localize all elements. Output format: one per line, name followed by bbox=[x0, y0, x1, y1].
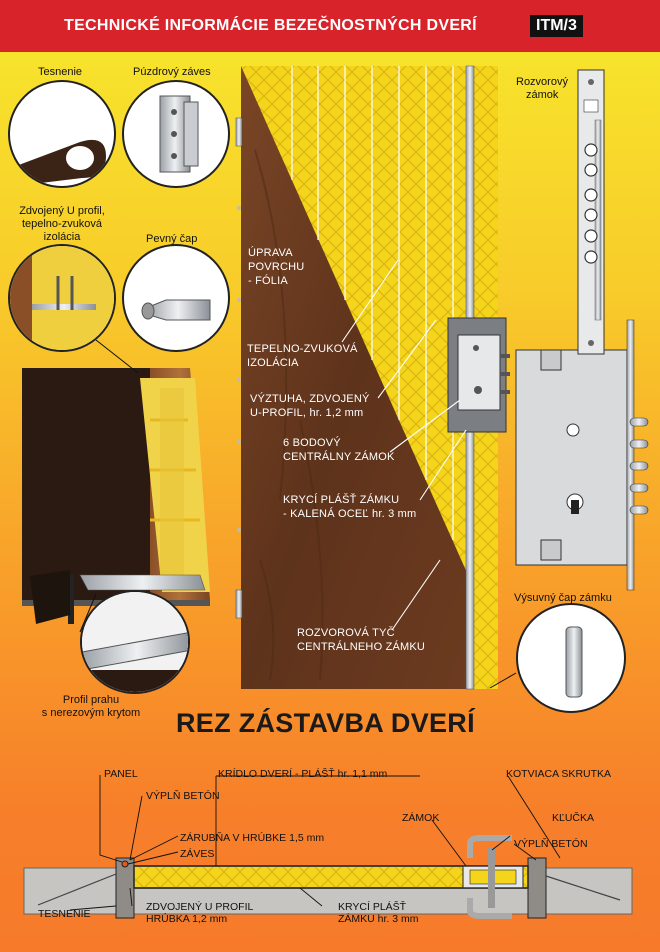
surface-finish-label bbox=[248, 246, 304, 288]
u-profile-label bbox=[14, 205, 110, 244]
gasket-detail-circle bbox=[8, 80, 116, 188]
gasket-section-label: TESNENIE bbox=[38, 908, 91, 920]
u-profile-section-label bbox=[146, 901, 253, 925]
label-line: POVRCHU bbox=[248, 261, 305, 273]
fixed-pin-label: Pevný čap bbox=[146, 233, 198, 245]
u-profile-label-line: tepelno-zvuková bbox=[21, 218, 103, 230]
u-profile-detail-circle bbox=[8, 244, 116, 352]
lock-bar-label-line: Rozvorový bbox=[516, 76, 568, 88]
threshold-icon bbox=[82, 592, 190, 694]
label-line: ZDVOJENÝ U PROFIL bbox=[146, 901, 254, 913]
u-profile-label-line: izolácia bbox=[43, 231, 81, 243]
door-cutaway bbox=[236, 66, 510, 689]
concrete-fill-left-label: VÝPLŇ BETÓN bbox=[146, 790, 220, 802]
threshold-label bbox=[28, 694, 154, 720]
label-line: KRYCÍ PLÁŠŤ ZÁMKU bbox=[283, 494, 400, 506]
lock-cover-label bbox=[283, 493, 416, 521]
label-line: ROZVOROVÁ TYČ bbox=[297, 627, 395, 639]
lock-rod-label bbox=[297, 626, 425, 654]
threshold-detail-circle bbox=[80, 590, 190, 694]
u-profile-label-line: Zdvojený U profil, bbox=[19, 205, 105, 217]
label-line: TEPELNO-ZVUKOVÁ bbox=[247, 343, 358, 355]
label-line: 6 BODOVÝ bbox=[283, 437, 341, 449]
label-line: KRYCÍ PLÁŠŤ bbox=[338, 901, 407, 913]
model-code-badge: ITM/3 bbox=[530, 15, 583, 37]
lock-bar-label-line: zámok bbox=[526, 89, 559, 101]
threshold-label-line: Profil prahu bbox=[62, 694, 120, 706]
door-leaf-label: KRÍDLO DVERÍ - PLÁŠŤ hr. 1,1 mm bbox=[218, 768, 388, 780]
hinge-label: Púzdrový záves bbox=[133, 66, 211, 78]
fixed-pin-detail-circle bbox=[122, 244, 230, 352]
extending-pin-detail-circle bbox=[516, 603, 626, 713]
section-title: REZ ZÁSTAVBA DVERÍ bbox=[176, 708, 475, 738]
lock-bar-label bbox=[516, 76, 568, 102]
gasket-icon bbox=[10, 82, 116, 188]
label-line: ZÁMKU hr. 3 mm bbox=[338, 913, 419, 925]
hinge-section-label: ZÁVES bbox=[180, 848, 215, 860]
handle-label: KĽUČKA bbox=[552, 812, 595, 824]
page-title: TECHNICKÉ INFORMÁCIE BEZEČNOSTNÝCH DVERÍ bbox=[64, 17, 477, 34]
label-line: U-PROFIL, hr. 1,2 mm bbox=[250, 407, 364, 419]
frame-corner-illustration bbox=[22, 368, 210, 624]
concrete-fill-right-label: VÝPLŇ BETÓN bbox=[514, 838, 588, 850]
label-line: IZOLÁCIA bbox=[247, 357, 299, 369]
gasket-label: Tesnenie bbox=[38, 66, 83, 78]
extending-pin-label: Výsuvný čap zámku bbox=[514, 592, 612, 604]
label-line: CENTRÁLNEHO ZÁMKU bbox=[297, 641, 426, 653]
label-line: VÝZTUHA, ZDVOJENÝ bbox=[250, 393, 370, 405]
panel-label: PANEL bbox=[104, 768, 138, 780]
label-line: - FÓLIA bbox=[248, 275, 288, 287]
lock-cover-section-label bbox=[338, 901, 419, 925]
central-lock-label bbox=[283, 436, 395, 464]
label-line: HRÚBKA 1,2 mm bbox=[146, 913, 228, 925]
label-line: CENTRÁLNY ZÁMOK bbox=[283, 451, 395, 463]
reinforcement-label bbox=[250, 392, 370, 420]
lock-section-label: ZÁMOK bbox=[402, 812, 440, 824]
mortise-lock-illustration bbox=[516, 320, 648, 590]
frame-label: ZÁRUBŇA V HRÚBKE 1,5 mm bbox=[180, 832, 325, 844]
lock-bar-illustration bbox=[578, 70, 604, 354]
label-line: - KALENÁ OCEĽ hr. 3 mm bbox=[283, 508, 417, 520]
anchor-screw-label: KOTVIACA SKRUTKA bbox=[506, 768, 612, 780]
insulation-label bbox=[247, 342, 358, 370]
hinge-icon bbox=[124, 82, 230, 188]
label-line: ÚPRAVA bbox=[248, 247, 293, 259]
extending-pin-icon bbox=[518, 605, 626, 713]
fixed-pin-icon bbox=[124, 246, 230, 352]
threshold-label-line: s nerezovým krytom bbox=[41, 707, 141, 719]
hinge-detail-circle bbox=[122, 80, 230, 188]
u-profile-icon bbox=[10, 246, 116, 352]
